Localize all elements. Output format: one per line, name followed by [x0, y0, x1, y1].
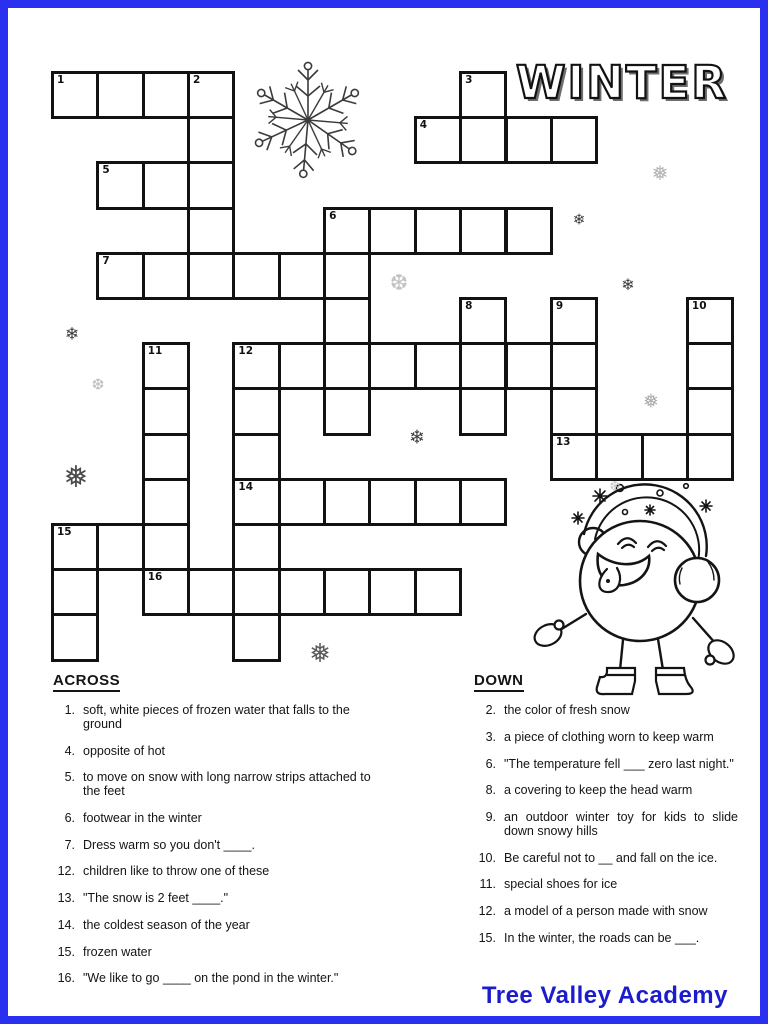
crossword-cell[interactable] [459, 297, 507, 345]
clue-text: a covering to keep the head warm [504, 783, 693, 798]
clue-text: soft, white pieces of frozen water that falls to the ground [83, 703, 350, 731]
snowflake-icon: ❅ [309, 638, 331, 668]
clue-number: 12. [478, 904, 496, 918]
snowflake-icon: ❆ [91, 376, 105, 394]
clue-text: "The temperature fell ___ zero last night." [504, 756, 734, 771]
clue-number: 8. [485, 783, 496, 798]
clue-text: "The snow is 2 feet ____." [83, 891, 229, 905]
crossword-cell[interactable] [187, 207, 235, 255]
crossword-cell[interactable] [187, 116, 235, 164]
crossword-cell[interactable] [459, 478, 507, 526]
crossword-cell[interactable] [550, 297, 598, 345]
cell-number: 16 [147, 571, 163, 584]
snowflake-icon: ❄ [572, 211, 586, 229]
clue-text: footwear in the winter [83, 810, 202, 825]
crossword-cell[interactable] [368, 342, 416, 390]
clue-item [53, 771, 401, 799]
down-header: DOWN [474, 672, 524, 692]
crossword-cell[interactable] [187, 252, 235, 300]
crossword-cell[interactable] [142, 523, 190, 571]
crossword-cell[interactable] [51, 71, 99, 119]
crossword-cell[interactable] [505, 207, 553, 255]
crossword-cell[interactable] [459, 342, 507, 390]
big-snowflake-icon [236, 58, 380, 182]
cell-number: 11 [147, 345, 163, 358]
clue-number: 14. [57, 917, 75, 932]
cell-number: 14 [238, 480, 254, 493]
snowflake-icon: ❆ [609, 478, 621, 494]
crossword-cell[interactable] [686, 342, 734, 390]
crossword-cell[interactable] [96, 523, 144, 571]
crossword-cell[interactable] [142, 252, 190, 300]
crossword-cell[interactable] [51, 613, 99, 661]
crossword-cell[interactable] [187, 568, 235, 616]
clue-item [53, 946, 401, 960]
clue-item [474, 784, 742, 798]
clue-text: a model of a person made with snow [504, 904, 708, 918]
clue-item [474, 731, 742, 745]
crossword-cell[interactable] [51, 523, 99, 571]
cell-number: 9 [555, 300, 564, 312]
clue-item [53, 972, 401, 986]
snowflake-icon: ❅ [651, 163, 669, 185]
crossword-cell[interactable] [142, 71, 190, 119]
clue-item [53, 839, 401, 853]
crossword-cell[interactable] [505, 116, 553, 164]
crossword-cell[interactable] [459, 207, 507, 255]
clue-text: the coldest season of the year [83, 917, 250, 932]
clue-text: Dress warm so you don't ____. [83, 837, 255, 852]
clue-item [53, 892, 401, 906]
crossword-cell[interactable] [232, 478, 280, 526]
clue-item [474, 932, 742, 946]
clue-item [53, 919, 401, 933]
clue-text: frozen water [83, 944, 152, 959]
crossword-cell[interactable] [686, 387, 734, 435]
crossword-cell[interactable] [323, 387, 371, 435]
clue-number: 1. [64, 703, 75, 717]
crossword-cell[interactable] [550, 116, 598, 164]
clue-number: 6. [64, 810, 75, 825]
across-header: ACROSS [53, 672, 120, 692]
clue-number: 4. [64, 743, 75, 758]
crossword-cell[interactable] [323, 297, 371, 345]
clue-text: a piece of clothing worn to keep warm [504, 729, 714, 744]
clue-text: In the winter, the roads can be ___. [504, 930, 700, 945]
crossword-cell[interactable] [187, 161, 235, 209]
clue-text: the color of fresh snow [504, 703, 630, 717]
snowflake-icon: ❅ [63, 461, 89, 494]
crossword-cell[interactable] [323, 342, 371, 390]
snowflake-icon: ❄ [64, 324, 80, 344]
crossword-cell[interactable] [278, 252, 326, 300]
clue-item [53, 865, 401, 879]
clue-number: 7. [64, 837, 75, 852]
crossword-cell[interactable] [414, 116, 462, 164]
clue-text: opposite of hot [83, 743, 166, 758]
cell-number: 15 [57, 526, 72, 538]
clue-number: 15. [478, 930, 496, 945]
snowflake-icon: ❅ [643, 391, 659, 413]
crossword-cell[interactable] [142, 387, 190, 435]
crossword-cell[interactable] [459, 116, 507, 164]
snowflake-icon: ❆ [389, 270, 409, 295]
clue-number: 12. [57, 864, 75, 879]
clue-number: 9. [485, 810, 496, 824]
cell-number: 2 [193, 74, 201, 86]
brand-footer: Tree Valley Academy [481, 982, 728, 1009]
snowflake-icon: ❄ [409, 427, 425, 449]
clue-item [474, 758, 742, 772]
clue-item [474, 852, 742, 866]
clue-number: 6. [485, 756, 496, 771]
cell-number: 5 [102, 164, 110, 177]
clue-text: children like to throw one of these [83, 864, 270, 879]
cell-number: 8 [465, 300, 473, 312]
cell-number: 4 [419, 119, 428, 132]
clue-number: 13. [57, 891, 75, 905]
crossword-cell[interactable] [142, 478, 190, 526]
crossword-cell[interactable] [232, 252, 280, 300]
crossword-cell[interactable] [278, 342, 326, 390]
clue-item [53, 812, 401, 826]
crossword-cell[interactable] [368, 568, 416, 616]
crossword-cell[interactable] [142, 568, 190, 616]
cell-number: 12 [238, 345, 254, 358]
crossword-cell[interactable] [323, 252, 371, 300]
crossword-cell[interactable] [550, 342, 598, 390]
crossword-cell[interactable] [96, 71, 144, 119]
crossword-cell[interactable] [368, 478, 416, 526]
clue-item [474, 905, 742, 919]
clue-text: "We like to go ____ on the pond in the winter." [83, 971, 339, 986]
crossword-cell[interactable] [232, 568, 280, 616]
crossword-cell[interactable] [278, 478, 326, 526]
clue-number: 15. [57, 944, 75, 959]
crossword-cell[interactable] [368, 207, 416, 255]
clue-item [474, 878, 742, 892]
crossword-cell[interactable] [51, 568, 99, 616]
crossword-cell[interactable] [142, 433, 190, 481]
crossword-cell[interactable] [232, 387, 280, 435]
crossword-cell[interactable] [232, 433, 280, 481]
clue-number: 16. [57, 971, 75, 986]
crossword-cell[interactable] [323, 478, 371, 526]
crossword-cell[interactable] [414, 342, 462, 390]
crossword-cell[interactable] [414, 207, 462, 255]
cell-number: 3 [465, 74, 473, 86]
crossword-cell[interactable] [414, 568, 462, 616]
cell-number: 6 [329, 209, 337, 222]
crossword-cell[interactable] [232, 613, 280, 661]
crossword-cell[interactable] [323, 207, 371, 255]
crossword-cell[interactable] [323, 568, 371, 616]
clue-item [474, 704, 742, 718]
down-clues [474, 672, 742, 959]
snowflake-icon: ❄ [621, 277, 635, 294]
clue-number: 2. [485, 703, 496, 717]
crossword-cell[interactable] [686, 297, 734, 345]
clue-number: 3. [485, 729, 496, 744]
clue-text: an outdoor winter toy for kids to slide down snowy hills [504, 810, 738, 838]
clue-number: 11. [479, 877, 496, 892]
crossword-cell[interactable] [459, 71, 507, 119]
across-clues [53, 672, 401, 999]
crossword-cell[interactable] [142, 161, 190, 209]
crossword-cell[interactable] [505, 342, 553, 390]
crossword-cell[interactable] [550, 387, 598, 435]
crossword-cell[interactable] [187, 71, 235, 119]
crossword-cell[interactable] [459, 387, 507, 435]
cell-number: 1 [57, 74, 65, 86]
crossword-cell[interactable] [232, 342, 280, 390]
crossword-cell[interactable] [96, 252, 144, 300]
crossword-cell[interactable] [278, 568, 326, 616]
page-title: WINTER [515, 56, 728, 109]
clue-item [53, 704, 401, 732]
crossword-cell[interactable] [96, 161, 144, 209]
clue-text: Be careful not to __ and fall on the ice. [504, 850, 718, 865]
clue-item [53, 745, 401, 759]
clue-text: to move on snow with long narrow strips attached to the feet [83, 770, 371, 798]
cell-number: 7 [102, 254, 110, 267]
cell-number: 10 [691, 300, 707, 312]
crossword-cell[interactable] [232, 523, 280, 571]
clue-number: 5. [64, 770, 75, 785]
crossword-cell[interactable] [142, 342, 190, 390]
clue-item [474, 811, 742, 839]
clue-number: 10. [478, 850, 496, 865]
clue-text: special shoes for ice [504, 877, 618, 892]
cell-number: 13 [555, 435, 571, 448]
crossword-cell[interactable] [414, 478, 462, 526]
